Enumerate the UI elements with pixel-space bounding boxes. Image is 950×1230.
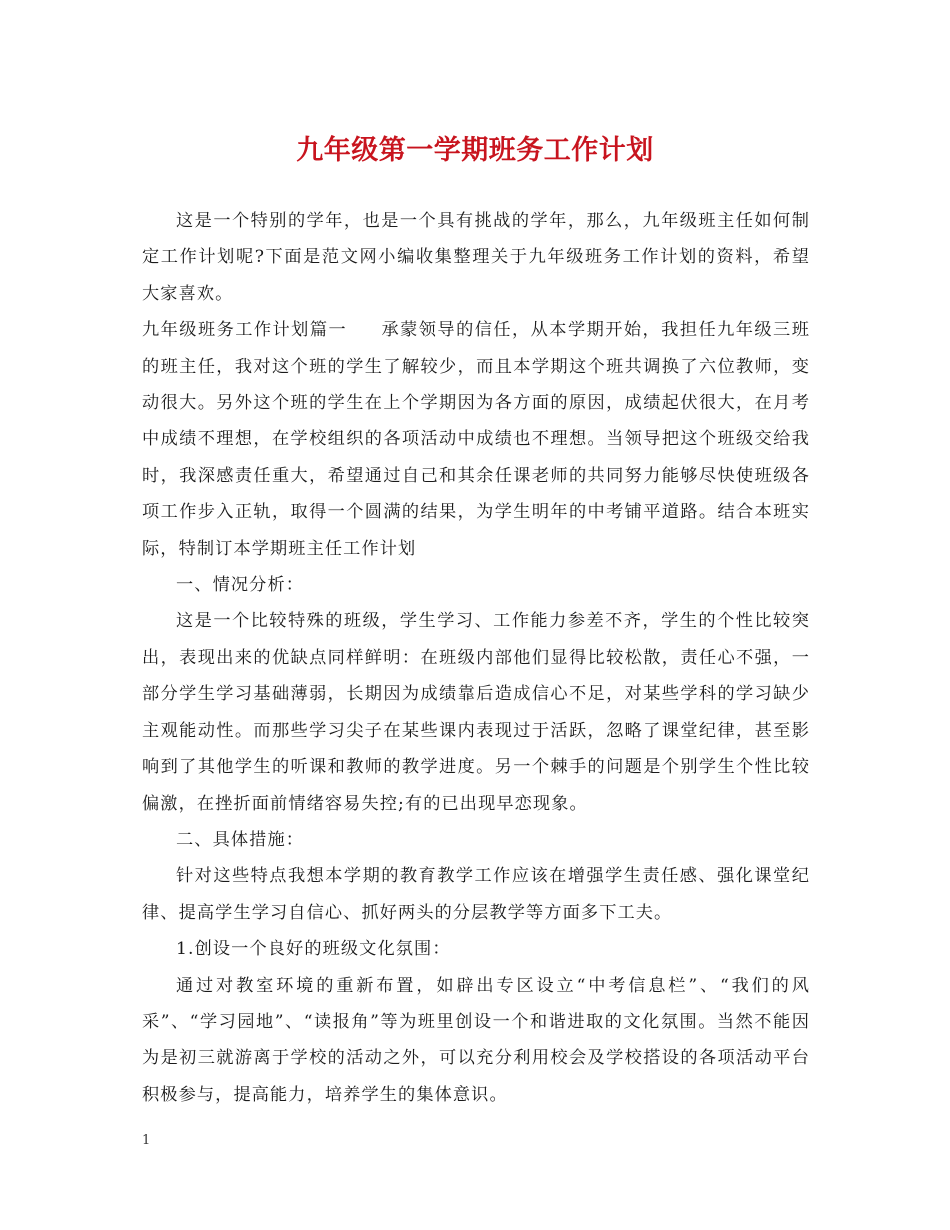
subheading-1-paragraph: 通过对教室环境的重新布置，如辟出专区设立“中考信息栏”、“我们的风采”、“学习园地”、“读报角”等为班里创设一个和谐进取的文化氛围。当然不能因为是初三就游离于学校的活动之外，可以充分利用校会及学校搭设的各项活动平台积极参与，提高能力，培养学生的集体意识。: [142, 975, 810, 1105]
page-number: 1: [142, 1133, 151, 1148]
section-body: 承蒙领导的信任，从本学期开始，我担任九年级三班的班主任，我对这个班的学生了解较少，而且本学期这个班共调换了六位教师，变动很大。另外这个班的学生在上个学期因为各方面的原因，成绩起伏很大，在月考中成绩不理想，在学校组织的各项活动中成绩也不理想。当领导把这个班级交给我时，我深感责任重大，希望通过自己和其余任课老师的共同努力能够尽快使班级各项工作步入正轨，取得一个圆满的结果，为学生明年的中考铺平道路。结合本班实际，特制订本学期班主任工作计划: [142, 320, 810, 559]
section-paragraph: [142, 312, 810, 567]
section-label: 九年级班务工作计划篇一: [142, 320, 348, 341]
subheading-1: 1.创设一个良好的班级文化氛围：: [176, 939, 451, 960]
measures-paragraph: 针对这些特点我想本学期的教育教学工作应该在增强学生责任感、强化课堂纪律、提高学生学习自信心、抓好两头的分层教学等方面多下工夫。: [142, 866, 810, 923]
document-body: [142, 203, 810, 1113]
intro-paragraph: 这是一个特别的学年，也是一个具有挑战的学年，那么，九年级班主任如何制定工作计划呢?下面是范文网小编收集整理关于九年级班务工作计划的资料，希望大家喜欢。: [142, 211, 810, 304]
heading-measures: 二、具体措施：: [176, 829, 305, 850]
analysis-paragraph: 这是一个比较特殊的班级，学生学习、工作能力参差不齐，学生的个性比较突出，表现出来的优缺点同样鲜明：在班级内部他们显得比较松散，责任心不强，一部分学生学习基础薄弱，长期因为成绩靠后造成信心不足，对某些学科的学习缺少主观能动性。而那些学习尖子在某些课内表现过于活跃，忽略了课堂纪律，甚至影响到了其他学生的听课和教师的教学进度。另一个棘手的问题是个别学生个性比较偏激，在挫折面前情绪容易失控;有的已出现早恋现象。: [142, 611, 810, 814]
heading-analysis: 一、情况分析：: [176, 575, 305, 596]
document-title: 九年级第一学期班务工作计划: [296, 135, 654, 166]
